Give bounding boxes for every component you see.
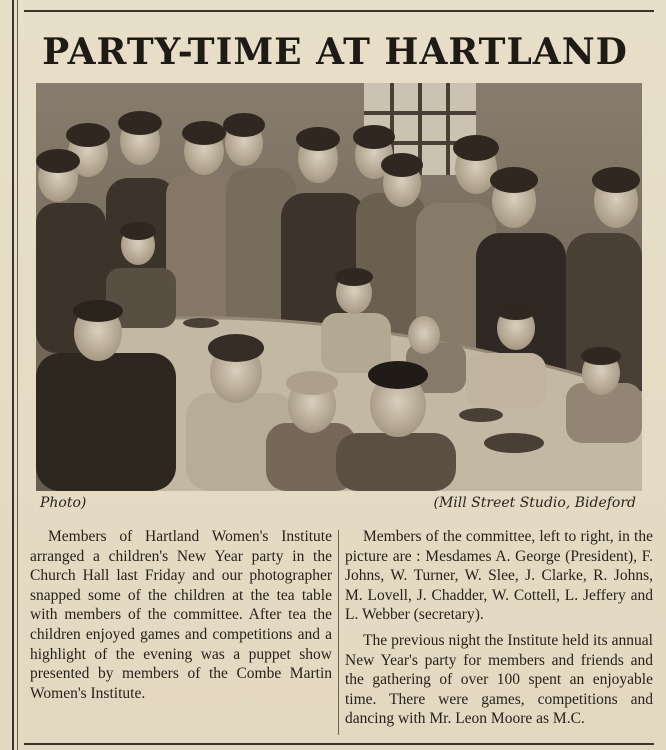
article-column-left bbox=[30, 527, 332, 703]
photo-illustration bbox=[36, 83, 642, 491]
top-rule bbox=[24, 10, 654, 12]
column-rule bbox=[12, 0, 14, 750]
paragraph: The previous night the Institute held its annual New Year's party for members and friends and the gathering of over 100 spent an enjoyable time. There were games, competitions and dancing with Mr. Leon Moore as M.C. bbox=[345, 631, 653, 728]
column-rule-thin bbox=[17, 0, 18, 750]
photo-credit-left: Photo) bbox=[40, 495, 87, 511]
bottom-rule bbox=[24, 743, 654, 745]
group-photograph bbox=[36, 83, 642, 491]
paragraph: Members of Hartland Women's Institute arranged a children's New Year party in the Church Hall last Friday and our photographer snapped some of the children at the tea table with members of the committee. After tea the children enjoyed games and competitions and a highlight of the evening was a puppet show presented by members of the Combe Martin Women's Institute. bbox=[30, 528, 332, 702]
column-divider bbox=[338, 530, 339, 735]
article-column-right bbox=[345, 527, 653, 729]
photo-credit-right: (Mill Street Studio, Bideford bbox=[433, 495, 636, 511]
paragraph: Members of the committee, left to right, in the picture are : Mesdames A. George (President), F. Johns, W. Turner, W. Slee, J. Clarke, R. Johns, M. Lovell, J. Chadder, W. Cottell, L. Jeffery and L. Webber (secretary). bbox=[345, 528, 653, 624]
headline: PARTY-TIME AT HARTLAND bbox=[42, 31, 628, 73]
